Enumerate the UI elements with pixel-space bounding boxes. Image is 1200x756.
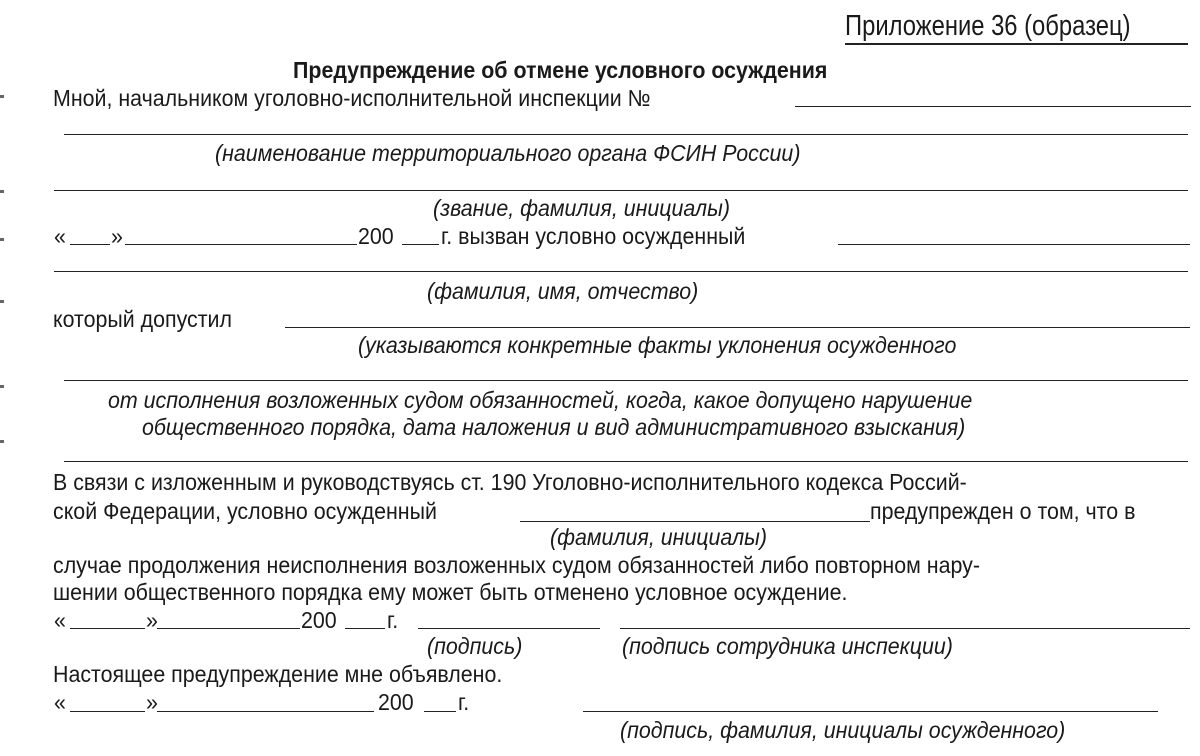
convict-full-name-field[interactable] [54,271,1188,272]
violations-field-continued[interactable] [64,380,1188,381]
called-label: г. вызван условно осужденный [441,223,746,249]
inspector-signature-field[interactable] [620,628,1190,629]
violations-field[interactable] [285,327,1190,328]
edge-mark [0,440,4,443]
paragraph-warning-line1: случае продолжения неисполнения возложенных судом обязанностей либо повторном нару- [53,552,980,578]
edge-mark [0,300,4,303]
edge-mark [0,190,4,193]
final-date-year-field[interactable] [424,711,456,712]
violations-field-end[interactable] [64,461,1188,462]
final-date-day-field[interactable] [70,711,145,712]
date-open-quote: « [54,223,66,249]
hint-full-name: (фамилия, имя, отчество) [427,278,699,304]
hint-convict-signature: (подпись, фамилия, инициалы осужденного) [620,717,1066,743]
final-date-month-field[interactable] [157,711,374,712]
hint-signature: (подпись) [427,633,523,659]
hint-facts-1: (указываются конкретные факты уклонения осужденного [358,332,957,358]
annex-underline [845,43,1188,45]
sign-date-open-quote: « [54,607,66,633]
inspection-number-field[interactable] [795,106,1191,107]
sign-date-close-quote: » [146,607,158,633]
paragraph-legal-basis-line1: В связи с изложенным и руководствуясь ст. 190 Уголовно-исполнительного кодекса Россий- [53,469,967,495]
sign-date-month-field[interactable] [157,628,300,629]
sign-year-prefix: 200 [301,607,337,633]
year-prefix: 200 [358,223,394,249]
annex-label: Приложение 36 (образец) [845,10,1131,42]
sign-date-year-field[interactable] [345,628,385,629]
hint-territorial-body: (наименование территориального органа ФСИН России) [215,140,801,166]
hint-name-initials: (фамилия, инициалы) [550,524,767,550]
final-date-close-quote: » [146,689,158,715]
announced-label: Настоящее предупреждение мне объявлено. [53,661,503,687]
signature-field[interactable] [418,628,600,629]
edge-mark [0,238,4,241]
date-day-field[interactable] [70,244,110,245]
final-year-suffix: г. [458,689,470,715]
document-title: Предупреждение об отмене условного осуждения [293,57,828,83]
territorial-body-field[interactable] [64,134,1188,135]
rank-name-field[interactable] [54,190,1188,191]
final-year-prefix: 200 [378,689,414,715]
convict-field[interactable] [838,244,1190,245]
date-close-quote: » [111,223,123,249]
paragraph-legal-basis-line2a: ской Федерации, условно осужденный [53,498,437,524]
sign-date-day-field[interactable] [70,628,145,629]
date-month-field[interactable] [125,244,357,245]
hint-facts-3: общественного порядка, дата наложения и вид административного взыскания) [142,414,966,440]
paragraph-legal-basis-line2b: предупрежден о том, что в [870,498,1136,524]
paragraph-warning-line2: шении общественного порядка ему может быть отменено условное осуждение. [53,579,848,605]
final-date-open-quote: « [54,689,66,715]
hint-facts-2: от исполнения возложенных судом обязанностей, когда, какое допущено нарушение [108,387,973,413]
hint-inspector-signature: (подпись сотрудника инспекции) [622,633,953,659]
edge-mark [0,385,4,388]
inspection-line-label: Мной, начальником уголовно-исполнительной инспекции № [53,85,651,111]
committed-label: который допустил [53,306,232,332]
date-year-field[interactable] [402,244,439,245]
convict-name-initials-field[interactable] [520,521,870,522]
hint-rank-name: (звание, фамилия, инициалы) [433,195,730,221]
sign-year-suffix: г. [387,607,399,633]
edge-mark [0,95,4,98]
convict-signature-field[interactable] [583,711,1158,712]
